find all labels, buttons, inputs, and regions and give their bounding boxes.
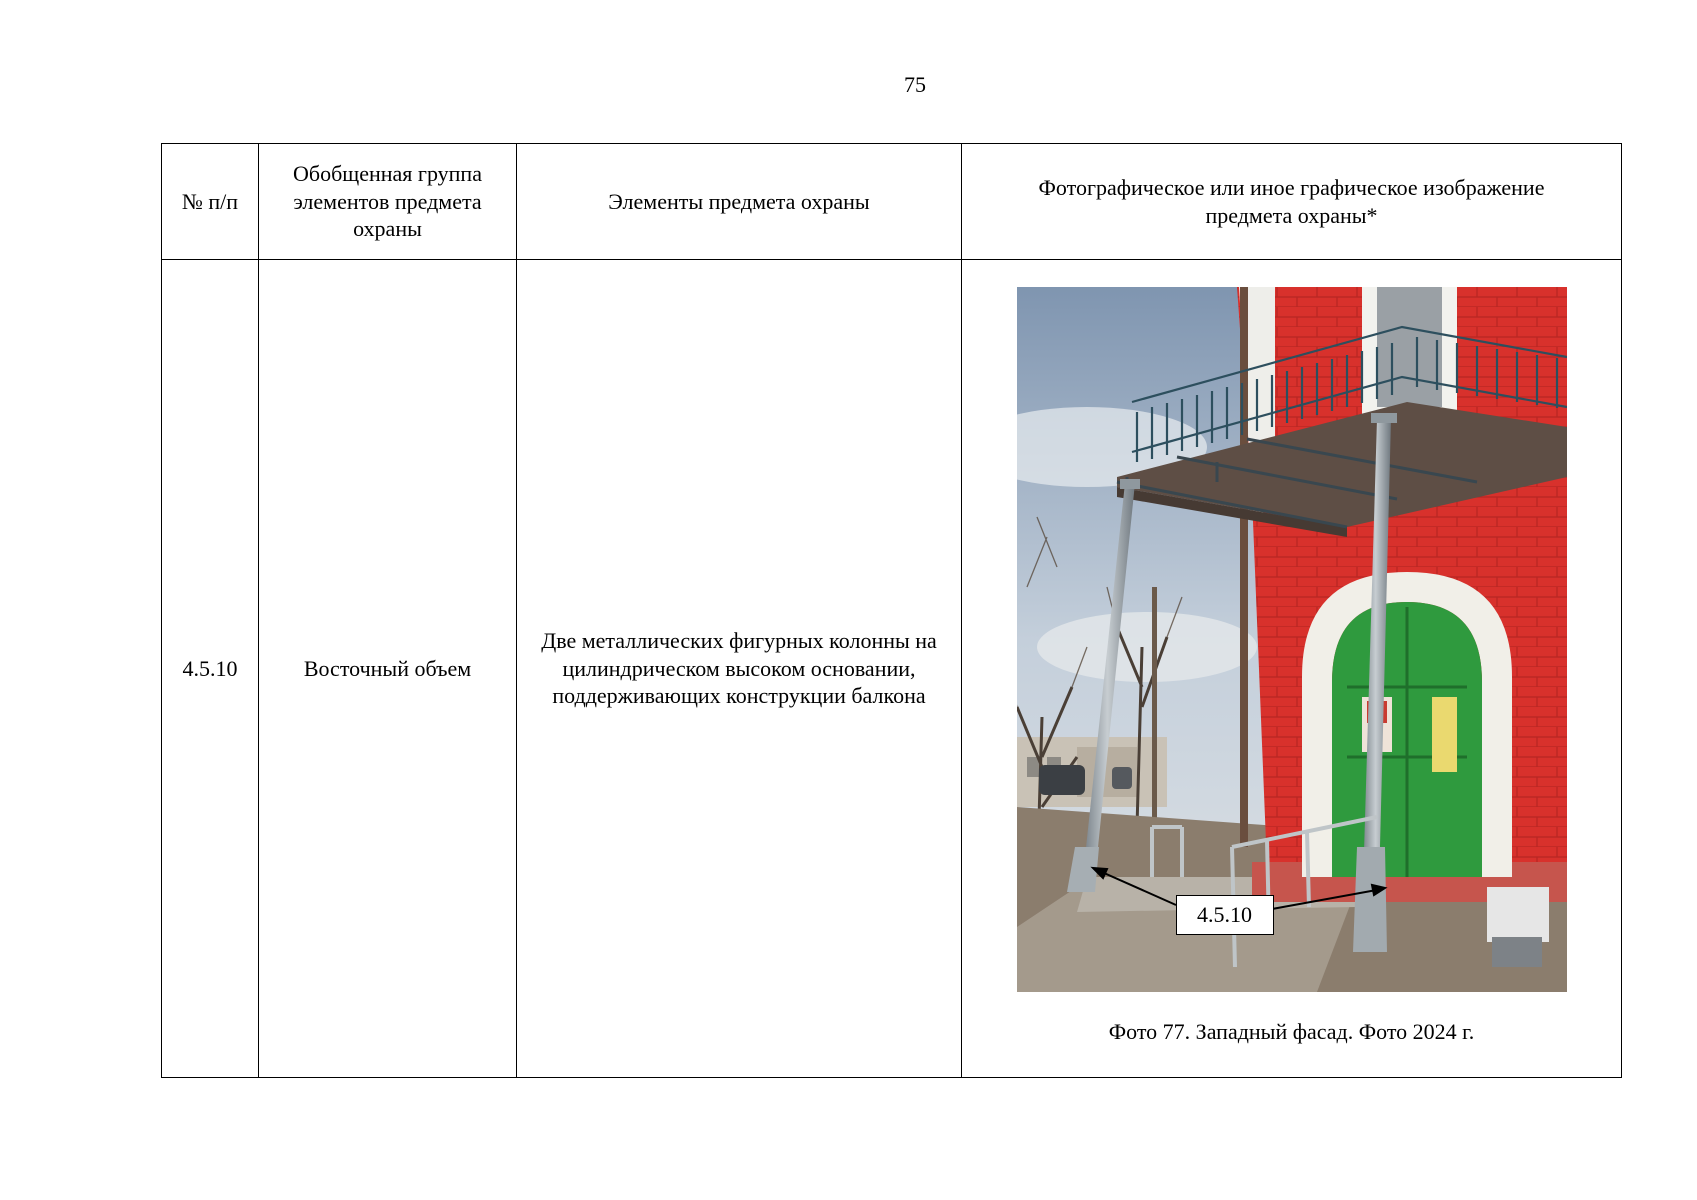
photo-caption: Фото 77. Западный фасад. Фото 2024 г. <box>1108 1019 1475 1044</box>
photo-image <box>1017 287 1567 992</box>
photo-west-facade <box>1017 287 1567 992</box>
row-elements: Две металлических фигурных колонны на цилиндрическом высоком основании, поддерживающих конструкции балкона <box>517 260 962 1078</box>
header-group: Обобщенная группа элементов предмета охраны <box>259 144 517 260</box>
header-image: Фотографическое или иное графическое изображение предмета охраны* <box>962 144 1622 260</box>
table-row <box>162 260 1622 1078</box>
table-header-row <box>162 144 1622 260</box>
photo-cell <box>962 260 1622 1078</box>
header-elements: Элементы предмета охраны <box>517 144 962 260</box>
protection-table <box>161 143 1622 1078</box>
page-number: 75 <box>904 72 926 97</box>
row-num: 4.5.10 <box>162 260 259 1078</box>
header-num: № п/п <box>162 144 259 260</box>
row-group: Восточный объем <box>259 260 517 1078</box>
photo-callout-label: 4.5.10 <box>1176 895 1274 935</box>
